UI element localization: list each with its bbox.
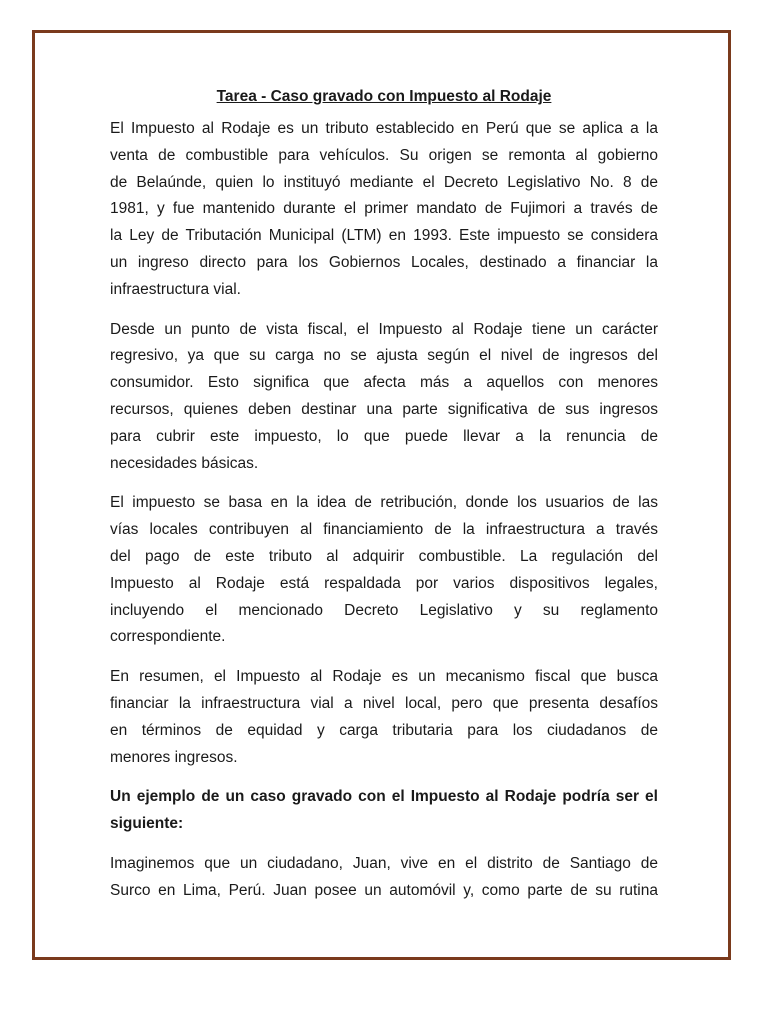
paragraph-line: del pago de este tributo al adquirir combustible. La regulación del	[110, 547, 658, 565]
paragraph-line: en términos de equidad y carga tributaria para los ciudadanos de	[110, 721, 658, 739]
paragraph-line: financiar la infraestructura vial a nivel local, pero que presenta desafíos	[110, 694, 658, 712]
paragraph-line: para cubrir este impuesto, lo que puede llevar a la renuncia de	[110, 427, 658, 445]
paragraph-line: vías locales contribuyen al financiamiento de la infraestructura a través	[110, 521, 658, 539]
paragraph-line: Imaginemos que un ciudadano, Juan, vive en el distrito de Santiago de	[110, 854, 658, 872]
paragraph-line: regresivo, ya que su carga no se ajusta según el nivel de ingresos del	[110, 347, 658, 365]
paragraph-line: El Impuesto al Rodaje es un tributo establecido en Perú que se aplica a la	[110, 120, 658, 137]
paragraph	[110, 664, 658, 771]
section-heading	[110, 784, 658, 838]
paragraph-line: Un ejemplo de un caso gravado con el Impuesto al Rodaje podría ser el	[110, 788, 658, 806]
paragraph-line: menores ingresos.	[110, 748, 238, 766]
paragraph-line: necesidades básicas.	[110, 454, 259, 472]
paragraph	[110, 317, 658, 478]
paragraph-line: recursos, quienes deben destinar una parte significativa de sus ingresos	[110, 400, 658, 418]
paragraph-line: la Ley de Tributación Municipal (LTM) en 1993. Este impuesto se considera	[110, 227, 658, 245]
paragraph-line: siguiente:	[110, 815, 184, 833]
paragraph-line: En resumen, el Impuesto al Rodaje es un mecanismo fiscal que busca	[110, 668, 658, 686]
paragraph	[110, 490, 658, 651]
paragraph-line: de Belaúnde, quien lo instituyó mediante el Decreto Legislativo No. 8 de	[110, 173, 658, 191]
paragraph-line: correspondiente.	[110, 628, 226, 646]
paragraph-line: venta de combustible para vehículos. Su origen se remonta al gobierno	[110, 146, 658, 164]
paragraph-line: infraestructura vial.	[110, 280, 241, 298]
paragraph	[110, 116, 658, 304]
paragraph-line: consumidor. Esto significa que afecta más a aquellos con menores	[110, 374, 658, 392]
paragraph-line: incluyendo el mencionado Decreto Legislativo y su reglamento	[110, 601, 658, 619]
paragraph-container	[110, 116, 658, 905]
paragraph-line: Desde un punto de vista fiscal, el Impuesto al Rodaje tiene un carácter	[110, 320, 658, 338]
paragraph-line: Surco en Lima, Perú. Juan posee un automóvil y, como parte de su rutina	[110, 881, 658, 899]
paragraph-line: 1981, y fue mantenido durante el primer mandato de Fujimori a través de	[110, 200, 658, 218]
paragraph-line: El impuesto se basa en la idea de retribución, donde los usuarios de las	[110, 494, 658, 512]
document-body	[110, 84, 658, 918]
paragraph-line: un ingreso directo para los Gobiernos Locales, destinado a financiar la	[110, 253, 658, 271]
paragraph-line: Impuesto al Rodaje está respaldada por varios dispositivos legales,	[110, 574, 658, 592]
document-title: Tarea - Caso gravado con Impuesto al Rodaje	[216, 88, 552, 105]
paragraph	[110, 851, 658, 905]
